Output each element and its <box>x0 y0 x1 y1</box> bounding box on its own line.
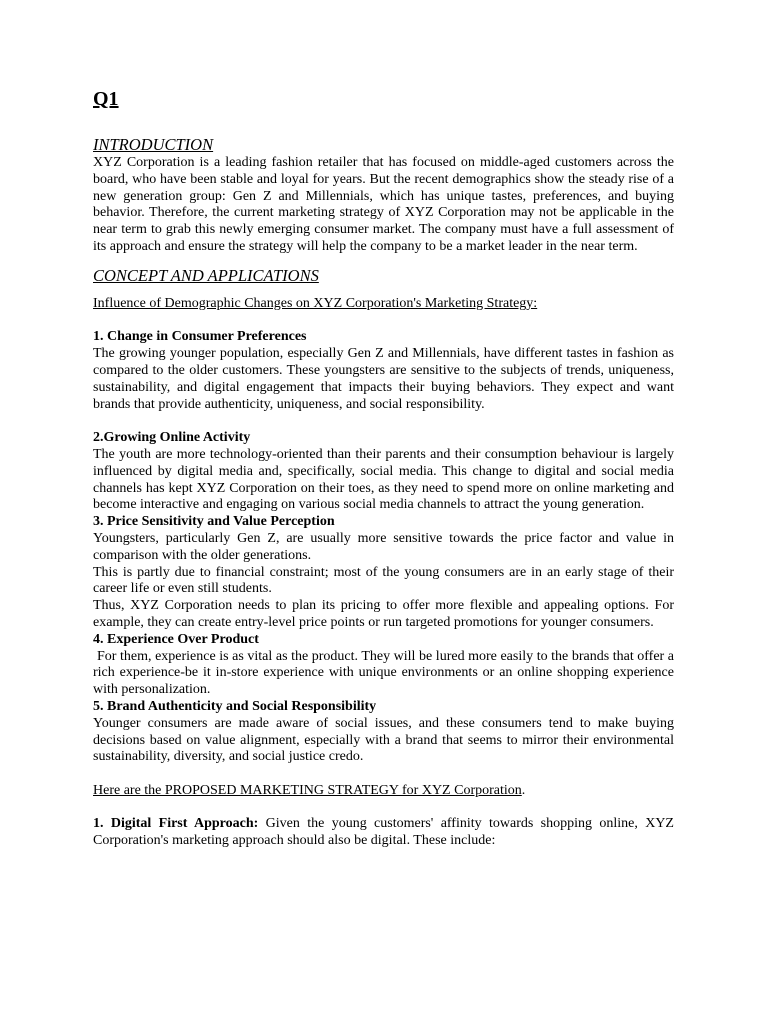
strategy-intro-text: Here are the PROPOSED MARKETING STRATEGY for XYZ Corporation <box>93 782 522 798</box>
digital-first-label: 1. Digital First Approach: <box>93 816 259 832</box>
point-4-body: For them, experience is as vital as the product. They will be lured more easily to the brands that offer a rich experience-be it in-store experience with unique environments or an online shopping experience with personalization. <box>93 648 674 698</box>
point-1-title: 1. Change in Consumer Preferences <box>93 329 307 345</box>
digital-first-body: Given the young customers' affinity towards shopping online, XYZ Corporation's marketing approach should also be digital. These include: <box>93 816 674 849</box>
concept-heading: CONCEPT AND APPLICATIONS <box>93 265 319 285</box>
point-5-body: Younger consumers are made aware of social issues, and these consumers tend to make buying decisions based on value alignment, especially with a brand that seems to mirror their environmental sustainability, diversity, and social justice credo. <box>93 715 674 765</box>
strategy-intro-period: . <box>521 782 526 798</box>
point-4-title: 4. Experience Over Product <box>93 631 259 647</box>
question-label: Q1 <box>93 88 119 110</box>
digital-first-paragraph <box>93 816 674 850</box>
influence-title: Influence of Demographic Changes on XYZ Corporation's Marketing Strategy: <box>93 295 538 311</box>
point-3-title: 3. Price Sensitivity and Value Perception <box>93 514 335 530</box>
point-3-body-2: This is partly due to financial constraint; most of the young consumers are in an early stage of their career life or even still students. <box>93 564 674 597</box>
introduction-paragraph: XYZ Corporation is a leading fashion retailer that has focused on middle-aged customers across the board, who have been stable and loyal for years. But the recent demographics show the steady rise of a new generation group: Gen Z and Millennials, which has unique tastes, preferences, and buying behavior. Therefore, the current marketing strategy of XYZ Corporation may not be applicable in the near term to grab this newly emerging consumer market. The company must have a full assessment of its approach and ensure the strategy will help the company to be a market leader in the near term. <box>93 155 674 254</box>
point-2-body: The youth are more technology-oriented than their parents and their consumption behaviour is largely influenced by digital media and, specifically, social media. This change to digital and social media channels has kept XYZ Corporation on their toes, as they need to spend more on online marketing and become interactive and engaging on various social media channels to attract the young generation. <box>93 446 674 513</box>
point-5-title: 5. Brand Authenticity and Social Responsibility <box>93 698 377 714</box>
point-3-body-1: Youngsters, particularly Gen Z, are usually more sensitive towards the price factor and value in comparison with the older generations. <box>93 530 674 563</box>
document-page <box>93 86 674 850</box>
introduction-heading: INTRODUCTION <box>93 135 214 154</box>
point-1-body: The growing younger population, especially Gen Z and Millennials, have different tastes in fashion as compared to the older customers. These youngsters are sensitive to the subjects of trends, uniqueness, sustainability, and digital engagement that impacts their buying behaviors. They expect and want brands that provide authenticity, uniqueness, and social responsibility. <box>93 346 674 412</box>
point-2-title: 2.Growing Online Activity <box>93 430 251 446</box>
strategy-intro <box>93 783 674 800</box>
point-3-body-3: Thus, XYZ Corporation needs to plan its pricing to offer more flexible and appealing options. For example, they can create entry-level price points or run targeted promotions for younger consumers. <box>93 598 674 630</box>
